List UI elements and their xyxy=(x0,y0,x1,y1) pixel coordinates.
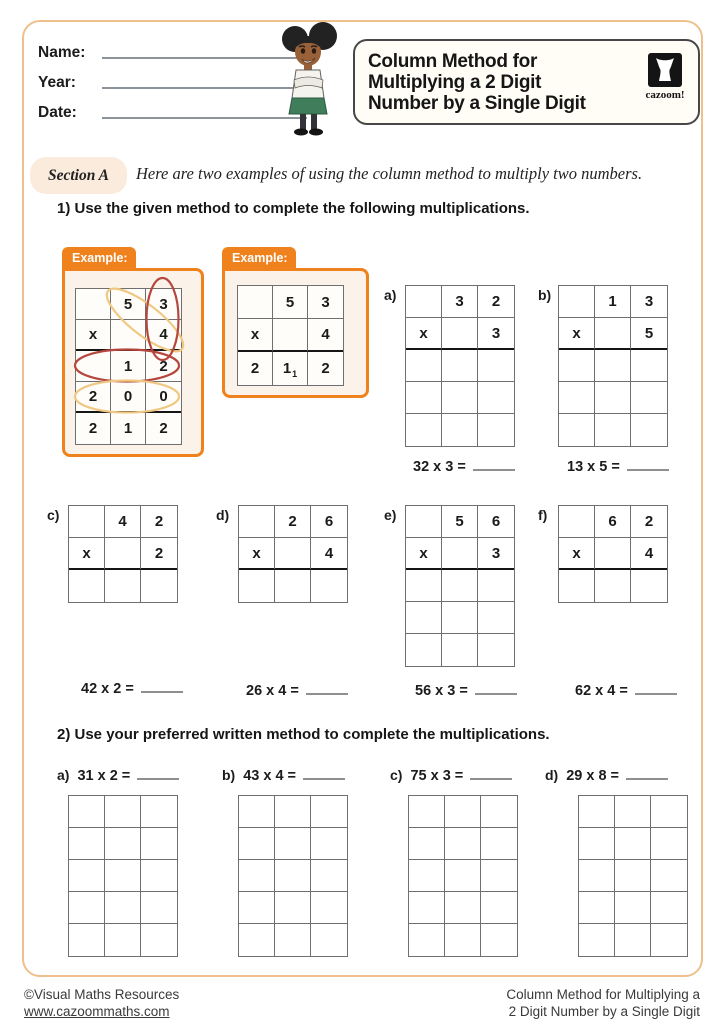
grid-cell xyxy=(141,828,177,860)
q2-working-grid-c xyxy=(408,795,518,957)
equation-text: 75 x 3 = xyxy=(410,768,464,784)
grid-cell: x xyxy=(69,538,105,570)
problem-d-grid xyxy=(238,505,348,603)
grid-cell: 1 xyxy=(595,286,631,318)
grid-cell xyxy=(76,351,111,382)
grid-cell xyxy=(559,382,595,414)
year-blank-line xyxy=(102,87,307,89)
grid-cell xyxy=(442,350,478,382)
q2-problem-b xyxy=(222,765,345,784)
grid-cell xyxy=(595,318,631,350)
answer-blank xyxy=(303,765,345,780)
footer-attribution xyxy=(24,986,179,1020)
grid-cell xyxy=(69,860,105,892)
date-field xyxy=(38,104,307,122)
answer-blank xyxy=(141,678,183,693)
grid-cell: 1 1 xyxy=(273,352,308,385)
grid-cell: x xyxy=(406,538,442,570)
grid-cell xyxy=(406,602,442,634)
grid-cell xyxy=(275,538,311,570)
grid-cell xyxy=(478,350,514,382)
grid-cell: 2 xyxy=(146,351,181,382)
grid-cell xyxy=(69,892,105,924)
grid-cell xyxy=(631,570,667,602)
grid-cell xyxy=(141,860,177,892)
grid-cell xyxy=(445,892,481,924)
grid-cell: 3 xyxy=(631,286,667,318)
answer-blank xyxy=(475,680,517,695)
q2-problem-c xyxy=(390,765,512,784)
grid-cell xyxy=(651,828,687,860)
grid-cell xyxy=(239,828,275,860)
grid-cell xyxy=(651,892,687,924)
worksheet-title-box xyxy=(353,39,700,125)
grid-cell: 3 xyxy=(442,286,478,318)
grid-cell xyxy=(141,796,177,828)
grid-cell xyxy=(275,796,311,828)
grid-cell xyxy=(478,634,514,666)
name-blank-line xyxy=(102,57,307,59)
footer-copyright: ©Visual Maths Resources xyxy=(24,987,180,1002)
grid-cell xyxy=(239,796,275,828)
grid-cell xyxy=(615,892,651,924)
problem-c-equation xyxy=(81,678,183,697)
grid-cell: 2 xyxy=(141,538,177,570)
grid-cell xyxy=(631,382,667,414)
grid-cell xyxy=(595,350,631,382)
grid-cell: 2 xyxy=(275,506,311,538)
equation-text: 13 x 5 = xyxy=(567,459,620,475)
grid-cell xyxy=(559,350,595,382)
grid-cell xyxy=(409,924,445,956)
grid-cell xyxy=(559,286,595,318)
grid-cell xyxy=(239,924,275,956)
grid-cell xyxy=(111,320,146,351)
grid-cell xyxy=(76,289,111,320)
grid-cell xyxy=(275,924,311,956)
grid-cell xyxy=(442,634,478,666)
grid-cell: 2 xyxy=(321,360,330,377)
grid-cell xyxy=(238,286,273,319)
grid-cell: 0 xyxy=(111,382,146,413)
schoolgirl-illustration xyxy=(278,22,340,138)
grid-cell xyxy=(481,796,517,828)
grid-cell: x xyxy=(559,318,595,350)
example-1-tab: Example: xyxy=(62,247,136,269)
section-a-label: Section A xyxy=(47,166,109,184)
grid-cell: 3 xyxy=(478,538,514,570)
grid-cell xyxy=(409,892,445,924)
grid-cell: x xyxy=(406,318,442,350)
grid-cell xyxy=(579,828,615,860)
q2-working-grid-a xyxy=(68,795,178,957)
grid-cell: 5 xyxy=(442,506,478,538)
grid-cell xyxy=(442,602,478,634)
grid-cell: x xyxy=(238,319,273,352)
equation-text: 31 x 2 = xyxy=(77,768,131,784)
grid-cell xyxy=(478,570,514,602)
grid-cell: 6 xyxy=(478,506,514,538)
problem-a-grid xyxy=(405,285,515,447)
grid-cell xyxy=(579,796,615,828)
grid-cell xyxy=(478,602,514,634)
grid-cell xyxy=(239,570,275,602)
problem-b-grid xyxy=(558,285,668,447)
grid-cell xyxy=(442,570,478,602)
grid-cell xyxy=(311,860,347,892)
name-field xyxy=(38,44,307,62)
grid-cell xyxy=(651,860,687,892)
grid-cell xyxy=(559,570,595,602)
grid-cell xyxy=(275,570,311,602)
grid-cell xyxy=(481,828,517,860)
grid-cell: 2 xyxy=(238,352,273,385)
grid-cell xyxy=(651,924,687,956)
grid-cell xyxy=(239,892,275,924)
grid-cell xyxy=(406,570,442,602)
equation-text: 32 x 3 = xyxy=(413,459,466,475)
grid-cell xyxy=(406,286,442,318)
cazoom-logo xyxy=(632,41,698,123)
q2-working-grid-b xyxy=(238,795,348,957)
problem-a-equation xyxy=(413,456,515,475)
grid-cell: 6 xyxy=(595,506,631,538)
grid-cell xyxy=(105,828,141,860)
grid-cell xyxy=(651,796,687,828)
grid-cell xyxy=(105,860,141,892)
grid-cell xyxy=(442,318,478,350)
q2-problem-b-label: b) xyxy=(222,767,236,783)
grid-cell: 0 xyxy=(146,382,181,413)
grid-cell xyxy=(615,828,651,860)
grid-cell xyxy=(141,892,177,924)
grid-cell xyxy=(579,860,615,892)
q2-problem-a xyxy=(57,765,179,784)
answer-blank xyxy=(626,765,668,780)
grid-cell xyxy=(406,350,442,382)
cazoom-drum-icon xyxy=(648,53,682,87)
grid-cell: 3 xyxy=(146,289,181,320)
grid-cell xyxy=(481,892,517,924)
grid-cell xyxy=(69,570,105,602)
grid-cell: 6 xyxy=(311,506,347,538)
grid-cell xyxy=(311,796,347,828)
grid-cell xyxy=(406,506,442,538)
grid-cell xyxy=(442,382,478,414)
equation-text: 62 x 4 = xyxy=(575,683,628,699)
problem-f-grid xyxy=(558,505,668,603)
grid-cell: x xyxy=(559,538,595,570)
grid-cell xyxy=(141,924,177,956)
problem-e-label: e) xyxy=(384,507,397,523)
grid-cell xyxy=(631,414,667,446)
grid-cell xyxy=(105,924,141,956)
problem-f-label: f) xyxy=(538,507,548,523)
grid-cell xyxy=(595,538,631,570)
grid-cell xyxy=(69,796,105,828)
problem-d-label: d) xyxy=(216,507,230,523)
problem-c-label: c) xyxy=(47,507,60,523)
cazoom-logo-text: cazoom! xyxy=(645,89,685,101)
grid-cell xyxy=(579,924,615,956)
grid-cell xyxy=(406,382,442,414)
grid-cell xyxy=(445,860,481,892)
footer-title-line-1: Column Method for Multiplying a xyxy=(506,987,700,1002)
footer-website-link[interactable]: www.cazoommaths.com xyxy=(24,1004,170,1019)
grid-cell xyxy=(275,892,311,924)
grid-cell xyxy=(615,860,651,892)
equation-text: 43 x 4 = xyxy=(243,768,297,784)
grid-cell: 4 xyxy=(631,538,667,570)
question-1-heading: 1) Use the given method to complete the following multiplications. xyxy=(57,200,530,217)
year-label: Year: xyxy=(38,74,76,91)
answer-blank xyxy=(470,765,512,780)
grid-cell xyxy=(615,796,651,828)
grid-cell: 2 xyxy=(631,506,667,538)
grid-cell: 2 xyxy=(141,506,177,538)
grid-cell xyxy=(595,382,631,414)
q2-working-grid-d xyxy=(578,795,688,957)
problem-d-equation xyxy=(246,680,348,699)
grid-cell xyxy=(406,414,442,446)
grid-cell: 2 xyxy=(76,382,111,413)
grid-cell xyxy=(69,924,105,956)
grid-cell xyxy=(273,319,308,352)
title-line-3: Number by a Single Digit xyxy=(368,93,586,114)
grid-cell xyxy=(69,506,105,538)
q2-problem-d xyxy=(545,765,668,784)
equation-text: 56 x 3 = xyxy=(415,683,468,699)
grid-cell xyxy=(105,892,141,924)
grid-cell xyxy=(442,414,478,446)
q2-problem-a-label: a) xyxy=(57,767,70,783)
title-line-1: Column Method for xyxy=(368,51,538,72)
example-1-grid xyxy=(75,288,182,445)
equation-text: 42 x 2 = xyxy=(81,681,134,697)
problem-b-label: b) xyxy=(538,287,552,303)
grid-cell xyxy=(141,570,177,602)
footer-title-line-2: 2 Digit Number by a Single Digit xyxy=(508,1004,700,1019)
grid-cell: 5 xyxy=(631,318,667,350)
problem-f-equation xyxy=(575,680,677,699)
grid-cell xyxy=(105,796,141,828)
answer-blank xyxy=(137,765,179,780)
grid-cell xyxy=(239,506,275,538)
problem-a-label: a) xyxy=(384,287,397,303)
grid-cell xyxy=(559,506,595,538)
worksheet-title xyxy=(355,41,632,123)
grid-cell xyxy=(615,924,651,956)
grid-cell xyxy=(478,382,514,414)
footer-worksheet-title xyxy=(506,986,700,1020)
grid-cell xyxy=(631,350,667,382)
grid-cell xyxy=(579,892,615,924)
grid-cell xyxy=(409,796,445,828)
grid-cell xyxy=(406,634,442,666)
grid-cell xyxy=(105,570,141,602)
grid-cell: 4 xyxy=(105,506,141,538)
grid-cell xyxy=(311,892,347,924)
grid-cell: 5 xyxy=(273,286,308,319)
date-blank-line xyxy=(102,117,307,119)
title-line-2: Multiplying a 2 Digit xyxy=(368,72,542,93)
section-a-chip xyxy=(30,157,127,194)
grid-cell: 2 xyxy=(76,413,111,444)
grid-cell: x xyxy=(239,538,275,570)
grid-cell xyxy=(481,860,517,892)
grid-cell xyxy=(239,860,275,892)
grid-cell: 4 xyxy=(146,320,181,351)
grid-cell: 3 xyxy=(478,318,514,350)
grid-cell xyxy=(481,924,517,956)
section-a-description: Here are two examples of using the column method to multiply two numbers. xyxy=(136,164,643,183)
answer-blank xyxy=(627,456,669,471)
q2-problem-d-label: d) xyxy=(545,767,559,783)
grid-cell: 2 xyxy=(478,286,514,318)
grid-cell xyxy=(595,414,631,446)
question-2-heading: 2) Use your preferred written method to complete the multiplications. xyxy=(57,726,550,743)
answer-blank xyxy=(635,680,677,695)
grid-cell xyxy=(105,538,141,570)
grid-cell xyxy=(478,414,514,446)
year-field xyxy=(38,74,307,92)
grid-cell xyxy=(275,860,311,892)
grid-cell xyxy=(409,828,445,860)
grid-cell xyxy=(559,414,595,446)
grid-cell: 2 xyxy=(159,420,168,437)
grid-cell: 5 xyxy=(111,289,146,320)
answer-blank xyxy=(473,456,515,471)
problem-b-equation xyxy=(567,456,669,475)
date-label: Date: xyxy=(38,104,77,121)
grid-cell: 4 xyxy=(311,538,347,570)
equation-text: 29 x 8 = xyxy=(566,768,620,784)
grid-cell: 4 xyxy=(308,319,343,352)
grid-cell xyxy=(275,828,311,860)
grid-cell xyxy=(311,924,347,956)
grid-cell: x xyxy=(76,320,111,351)
grid-cell xyxy=(69,828,105,860)
grid-cell xyxy=(445,828,481,860)
problem-e-equation xyxy=(415,680,517,699)
problem-c-grid xyxy=(68,505,178,603)
grid-cell xyxy=(445,924,481,956)
grid-cell: 1 xyxy=(111,413,146,444)
example-2-tab: Example: xyxy=(222,247,296,269)
grid-cell xyxy=(445,796,481,828)
q2-problem-c-label: c) xyxy=(390,767,403,783)
grid-cell xyxy=(409,860,445,892)
name-label: Name: xyxy=(38,44,86,61)
problem-e-grid xyxy=(405,505,515,667)
grid-cell xyxy=(311,570,347,602)
grid-cell: 1 xyxy=(111,351,146,382)
grid-cell xyxy=(311,828,347,860)
grid-cell xyxy=(442,538,478,570)
equation-text: 26 x 4 = xyxy=(246,683,299,699)
grid-cell: 3 xyxy=(308,286,343,319)
answer-blank xyxy=(306,680,348,695)
example-2-grid xyxy=(237,285,344,386)
grid-cell xyxy=(595,570,631,602)
